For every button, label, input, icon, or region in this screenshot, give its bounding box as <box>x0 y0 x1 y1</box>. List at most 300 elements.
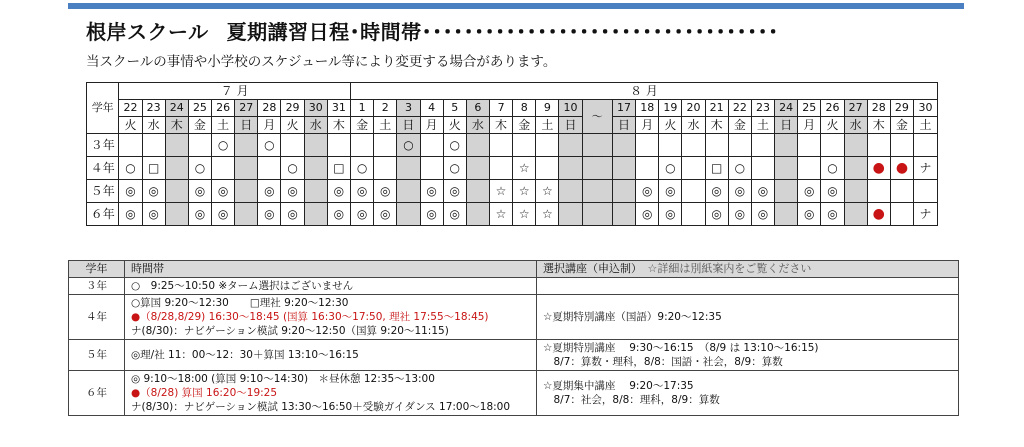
weekday-cell: 水 <box>844 117 867 134</box>
month-row <box>87 83 938 100</box>
date-cell: 27 <box>844 100 867 117</box>
info-time <box>125 278 537 295</box>
month-august: ８ 月 <box>351 83 938 100</box>
date-cell: 30 <box>304 100 327 117</box>
schedule-cell <box>798 157 821 180</box>
grade-header: 学年 <box>87 83 119 134</box>
schedule-cell <box>513 157 536 180</box>
date-cell: 23 <box>751 100 774 117</box>
info-time <box>125 295 537 340</box>
info-course <box>537 340 959 371</box>
time-line: ナ(8/30)：ナビゲーション模試 9:20～12:50（国算 9:20～11:15) <box>131 325 449 337</box>
weekday-cell: 月 <box>258 117 281 134</box>
session-mark: ◎ <box>426 207 437 221</box>
schedule-cell <box>188 203 211 226</box>
time-line: ●（8/28,8/29) 16:30～18:45 (国算 16:30～17:50, 理社 17:55～18:45) <box>131 311 489 323</box>
schedule-cell <box>867 203 890 226</box>
date-cell: 17 <box>612 100 635 117</box>
schedule-cell <box>489 180 512 203</box>
schedule-cell <box>867 157 890 180</box>
session-mark: ◎ <box>734 207 746 221</box>
weekday-cell: 土 <box>212 117 235 134</box>
schedule-cell <box>914 134 938 157</box>
session-mark: ◎ <box>380 207 391 221</box>
schedule-cell <box>351 157 374 180</box>
schedule-cell <box>165 134 188 157</box>
date-cell: 26 <box>821 100 844 117</box>
grade-label: ３年 <box>87 134 119 157</box>
session-mark: ☆ <box>518 184 530 198</box>
session-mark: ○ <box>665 161 676 175</box>
schedule-cell <box>659 203 682 226</box>
schedule-cell <box>612 157 635 180</box>
info-header-row <box>69 261 959 278</box>
schedule-cell <box>821 180 844 203</box>
schedule-cell <box>844 180 867 203</box>
schedule-cell <box>728 134 751 157</box>
date-cell: 26 <box>212 100 235 117</box>
weekday-cell: 金 <box>513 117 536 134</box>
session-mark: ◎ <box>757 184 769 198</box>
session-mark: ◎ <box>827 184 838 198</box>
schedule-cell <box>682 203 705 226</box>
date-cell: 18 <box>636 100 659 117</box>
schedule-cell <box>582 157 612 180</box>
weekday-cell: 水 <box>682 117 705 134</box>
notice-text: 当スクールの事情や小学校のスケジュール等により変更する場合があります。 <box>86 54 557 70</box>
session-mark: ◎ <box>333 207 345 221</box>
schedule-cell <box>751 134 774 157</box>
schedule-cell <box>420 180 443 203</box>
schedule-cell <box>636 157 659 180</box>
schedule-cell <box>489 157 512 180</box>
info-header-grade: 学年 <box>69 261 125 278</box>
info-grade: ４年 <box>69 295 125 340</box>
session-mark: ◎ <box>125 184 136 198</box>
session-mark: ◎ <box>711 184 722 198</box>
schedule-cell <box>636 180 659 203</box>
schedule-cell <box>258 203 281 226</box>
special-session-mark: ● <box>872 206 885 222</box>
weekday-cell: 日 <box>235 117 258 134</box>
session-mark: □ <box>147 161 160 175</box>
schedule-cell <box>351 134 374 157</box>
schedule-cell <box>281 180 304 203</box>
schedule-cell <box>142 157 165 180</box>
schedule-cell <box>466 134 489 157</box>
session-mark: ◎ <box>449 184 460 198</box>
date-cell: 1 <box>351 100 374 117</box>
schedule-cell <box>258 134 281 157</box>
weekday-cell: 金 <box>890 117 913 134</box>
date-cell: 7 <box>489 100 512 117</box>
schedule-cell <box>374 180 397 203</box>
weekday-cell: 月 <box>420 117 443 134</box>
schedule-cell <box>142 134 165 157</box>
schedule-cell <box>119 134 142 157</box>
weekday-cell: 水 <box>304 117 327 134</box>
schedule-cell <box>304 134 327 157</box>
schedule-cell <box>304 203 327 226</box>
session-mark: ◎ <box>264 184 275 198</box>
schedule-cell <box>914 203 938 226</box>
schedule-cell <box>914 180 938 203</box>
schedule-cell <box>636 203 659 226</box>
session-mark: ◎ <box>194 184 206 198</box>
weekday-cell: 月 <box>636 117 659 134</box>
schedule-cell <box>751 157 774 180</box>
schedule-cell <box>466 157 489 180</box>
session-mark: ○ <box>827 161 838 175</box>
date-cell: 2 <box>374 100 397 117</box>
date-cell: 9 <box>536 100 559 117</box>
session-mark: ○ <box>449 138 460 152</box>
schedule-cell <box>165 180 188 203</box>
schedule-cell <box>443 180 466 203</box>
schedule-cell <box>536 203 559 226</box>
date-cell: 27 <box>235 100 258 117</box>
session-mark: ◎ <box>287 184 298 198</box>
schedule-cell <box>304 180 327 203</box>
schedule-cell <box>119 180 142 203</box>
weekday-cell: 木 <box>327 117 350 134</box>
schedule-cell <box>165 157 188 180</box>
session-mark: ◎ <box>804 184 815 198</box>
weekday-cell: 土 <box>536 117 559 134</box>
date-cell: 28 <box>258 100 281 117</box>
info-grade: ３年 <box>69 278 125 295</box>
weekday-cell: 金 <box>351 117 374 134</box>
month-july: ７ 月 <box>119 83 351 100</box>
grade-label: ６年 <box>87 203 119 226</box>
schedule-cell <box>374 134 397 157</box>
info-course <box>537 278 959 295</box>
schedule-cell <box>844 203 867 226</box>
session-mark: ナ <box>919 161 932 175</box>
schedule-cell <box>536 157 559 180</box>
schedule-cell <box>142 203 165 226</box>
info-row <box>69 371 959 416</box>
date-cell: 22 <box>728 100 751 117</box>
schedule-cell <box>235 203 258 226</box>
date-cell: 25 <box>798 100 821 117</box>
schedule-cell <box>636 134 659 157</box>
date-cell: 25 <box>188 100 211 117</box>
page-title <box>86 16 779 45</box>
schedule-cell <box>844 134 867 157</box>
schedule-cell <box>559 203 582 226</box>
schedule-cell <box>489 134 512 157</box>
weekday-cell: 日 <box>612 117 635 134</box>
schedule-cell <box>212 203 235 226</box>
schedule-cell <box>612 203 635 226</box>
info-time <box>125 371 537 416</box>
course-line: ☆夏期特別講座 9:30～16:15 （8/9 は 13:10～16:15) <box>543 342 819 354</box>
schedule-cell <box>513 134 536 157</box>
schedule-cell <box>235 134 258 157</box>
session-mark: ◎ <box>827 207 838 221</box>
weekday-cell: 土 <box>374 117 397 134</box>
schedule-cell <box>466 180 489 203</box>
date-cell: 24 <box>165 100 188 117</box>
schedule-cell <box>536 180 559 203</box>
session-mark: ○ <box>449 161 460 175</box>
schedule-cell <box>890 180 913 203</box>
schedule-title: 夏期講習日程･時間帯･･････････････････････････････････ <box>226 20 779 44</box>
date-cell: 19 <box>659 100 682 117</box>
schedule-cell <box>119 203 142 226</box>
schedule-cell <box>798 203 821 226</box>
session-mark: ☆ <box>541 207 553 221</box>
date-cell: 31 <box>327 100 350 117</box>
session-mark: ◎ <box>125 207 136 221</box>
schedule-cell <box>327 203 350 226</box>
session-mark: ○ <box>356 161 368 175</box>
schedule-cell <box>659 134 682 157</box>
date-row <box>87 100 938 117</box>
session-mark: ○ <box>734 161 746 175</box>
schedule-cell <box>513 180 536 203</box>
schedule-cell <box>420 134 443 157</box>
schedule-cell <box>142 180 165 203</box>
schedule-cell <box>612 134 635 157</box>
weekday-cell: 土 <box>914 117 938 134</box>
schedule-cell <box>235 157 258 180</box>
schedule-cell <box>165 203 188 226</box>
schedule-cell <box>559 180 582 203</box>
session-mark: ◎ <box>217 207 229 221</box>
session-mark: ○ <box>403 138 414 152</box>
date-cell: 22 <box>119 100 142 117</box>
date-cell: 8 <box>513 100 536 117</box>
info-header-course <box>537 261 959 278</box>
special-session-mark: ● <box>872 160 885 176</box>
schedule-cell <box>821 157 844 180</box>
schedule-cell <box>728 180 751 203</box>
grade-label: ５年 <box>87 180 119 203</box>
date-cell: 20 <box>682 100 705 117</box>
weekday-cell: 木 <box>867 117 890 134</box>
weekday-row <box>87 117 938 134</box>
schedule-cell <box>281 203 304 226</box>
schedule-cell <box>536 134 559 157</box>
info-course <box>537 295 959 340</box>
grade-row <box>87 157 938 180</box>
weekday-cell: 火 <box>821 117 844 134</box>
session-mark: ○ <box>264 138 275 152</box>
session-mark: ◎ <box>734 184 746 198</box>
session-mark: ◎ <box>380 184 391 198</box>
session-mark: ◎ <box>449 207 460 221</box>
schedule-cell <box>351 203 374 226</box>
session-mark: ◎ <box>333 184 345 198</box>
top-accent-bar <box>68 3 964 9</box>
schedule-cell <box>728 157 751 180</box>
schedule-cell <box>705 157 728 180</box>
schedule-cell <box>582 180 612 203</box>
session-mark: □ <box>711 161 723 175</box>
time-line: ◎ 9:10～18:00 (算国 9:10～14:30) ＊昼休憩 12:35～13:00 <box>131 373 435 385</box>
schedule-cell <box>235 180 258 203</box>
weekday-cell: 土 <box>751 117 774 134</box>
schedule-cell <box>513 203 536 226</box>
session-mark: ◎ <box>287 207 298 221</box>
info-row <box>69 278 959 295</box>
weekday-cell: 木 <box>489 117 512 134</box>
session-mark: ☆ <box>518 207 530 221</box>
time-line: ○ 9:25～10:50 ※ターム選択はございません <box>131 280 354 292</box>
schedule-cell <box>443 134 466 157</box>
school-name: 根岸スクール <box>86 20 209 44</box>
date-cell: 6 <box>466 100 489 117</box>
schedule-cell <box>466 203 489 226</box>
schedule-cell <box>682 157 705 180</box>
info-time <box>125 340 537 371</box>
schedule-cell <box>914 157 938 180</box>
schedule-cell <box>397 157 420 180</box>
schedule-cell <box>867 180 890 203</box>
schedule-cell <box>281 134 304 157</box>
schedule-cell <box>374 157 397 180</box>
schedule-cell <box>443 203 466 226</box>
session-mark: ☆ <box>495 207 507 221</box>
weekday-cell: 火 <box>659 117 682 134</box>
schedule-cell <box>821 134 844 157</box>
date-cell: 23 <box>142 100 165 117</box>
schedule-cell <box>775 180 798 203</box>
date-cell: 3 <box>397 100 420 117</box>
schedule-cell <box>582 203 612 226</box>
time-line: ◎理/社 11：00～12：30＋算国 13:10～16:15 <box>131 349 359 361</box>
schedule-cell <box>659 180 682 203</box>
schedule-cell <box>612 180 635 203</box>
schedule-cell <box>212 134 235 157</box>
date-cell: 10 <box>559 100 582 117</box>
date-cell: 30 <box>914 100 938 117</box>
grade-label: ４年 <box>87 157 119 180</box>
schedule-cell <box>751 203 774 226</box>
session-mark: ◎ <box>641 184 653 198</box>
schedule-cell <box>188 180 211 203</box>
session-mark: ◎ <box>356 184 368 198</box>
schedule-cell <box>798 180 821 203</box>
schedule-cell <box>188 157 211 180</box>
grade-row <box>87 180 938 203</box>
schedule-cell <box>397 180 420 203</box>
schedule-cell <box>751 180 774 203</box>
session-mark: ◎ <box>264 207 275 221</box>
schedule-cell <box>705 203 728 226</box>
info-grade: ５年 <box>69 340 125 371</box>
weekday-cell: 水 <box>142 117 165 134</box>
schedule-cell <box>489 203 512 226</box>
schedule-cell <box>188 134 211 157</box>
schedule-cell <box>798 134 821 157</box>
schedule-cell <box>327 134 350 157</box>
course-line: 8/7：算数・理科，8/8：国語・社会，8/9：算数 <box>543 356 783 368</box>
weekday-cell: 木 <box>705 117 728 134</box>
grade-row <box>87 134 938 157</box>
date-cell: 28 <box>867 100 890 117</box>
schedule-cell <box>212 157 235 180</box>
weekday-cell: 火 <box>281 117 304 134</box>
date-cell: 29 <box>890 100 913 117</box>
schedule-cell <box>890 134 913 157</box>
calendar-table <box>86 82 938 226</box>
date-cell: 5 <box>443 100 466 117</box>
info-grade: ６年 <box>69 371 125 416</box>
schedule-cell <box>682 180 705 203</box>
schedule-cell <box>443 157 466 180</box>
session-mark: ◎ <box>665 184 676 198</box>
date-cell: ～ <box>582 100 612 134</box>
weekday-cell: 金 <box>728 117 751 134</box>
session-mark: ◎ <box>641 207 653 221</box>
schedule-cell <box>775 134 798 157</box>
info-header-course-note: ☆詳細は別紙案内をご覧ください <box>647 262 812 275</box>
schedule-cell <box>705 180 728 203</box>
time-line: ナ(8/30)：ナビゲーション模試 13:30～16:50＋受験ガイダンス 17:00～18:00 <box>131 401 511 413</box>
schedule-cell <box>258 157 281 180</box>
schedule-cell <box>559 134 582 157</box>
session-mark: ☆ <box>518 161 530 175</box>
grade-row <box>87 203 938 226</box>
schedule-cell <box>728 203 751 226</box>
weekday-cell: 火 <box>443 117 466 134</box>
date-cell: 24 <box>775 100 798 117</box>
info-row <box>69 340 959 371</box>
schedule-cell <box>775 157 798 180</box>
time-line: ○算国 9:20～12:30 □理社 9:20～12:30 <box>131 297 349 309</box>
session-mark: ☆ <box>541 184 553 198</box>
date-cell: 4 <box>420 100 443 117</box>
weekday-cell: 日 <box>775 117 798 134</box>
weekday-cell: 月 <box>798 117 821 134</box>
info-row <box>69 295 959 340</box>
session-mark: ◎ <box>804 207 815 221</box>
schedule-cell <box>890 157 913 180</box>
weekday-cell: 火 <box>119 117 142 134</box>
course-line: ☆夏期集中講座 9:20～17:35 <box>543 380 694 392</box>
schedule-cell <box>775 203 798 226</box>
date-cell: 21 <box>705 100 728 117</box>
schedule-cell <box>420 157 443 180</box>
schedule-cell <box>821 203 844 226</box>
schedule-cell <box>844 157 867 180</box>
session-mark: ◎ <box>426 184 437 198</box>
schedule-cell <box>397 134 420 157</box>
schedule-cell <box>582 134 612 157</box>
session-mark: ○ <box>194 161 206 175</box>
special-session-mark: ● <box>895 160 909 176</box>
weekday-cell: 水 <box>466 117 489 134</box>
session-mark: ◎ <box>217 184 229 198</box>
session-mark: ○ <box>217 138 229 152</box>
session-mark: ◎ <box>148 184 159 198</box>
course-line: ☆夏期特別講座（国語）9:20～12:35 <box>543 311 722 323</box>
session-mark: ◎ <box>148 207 159 221</box>
schedule-cell <box>258 180 281 203</box>
schedule-cell <box>327 180 350 203</box>
session-mark: ◎ <box>356 207 368 221</box>
schedule-info-table <box>68 260 959 416</box>
schedule-cell <box>682 134 705 157</box>
course-line: 8/7：社会，8/8：理科，8/9：算数 <box>543 394 720 406</box>
time-line: ●（8/28) 算国 16:20～19:25 <box>131 387 278 399</box>
schedule-cell <box>867 134 890 157</box>
weekday-cell: 木 <box>165 117 188 134</box>
session-mark: ◎ <box>665 207 676 221</box>
